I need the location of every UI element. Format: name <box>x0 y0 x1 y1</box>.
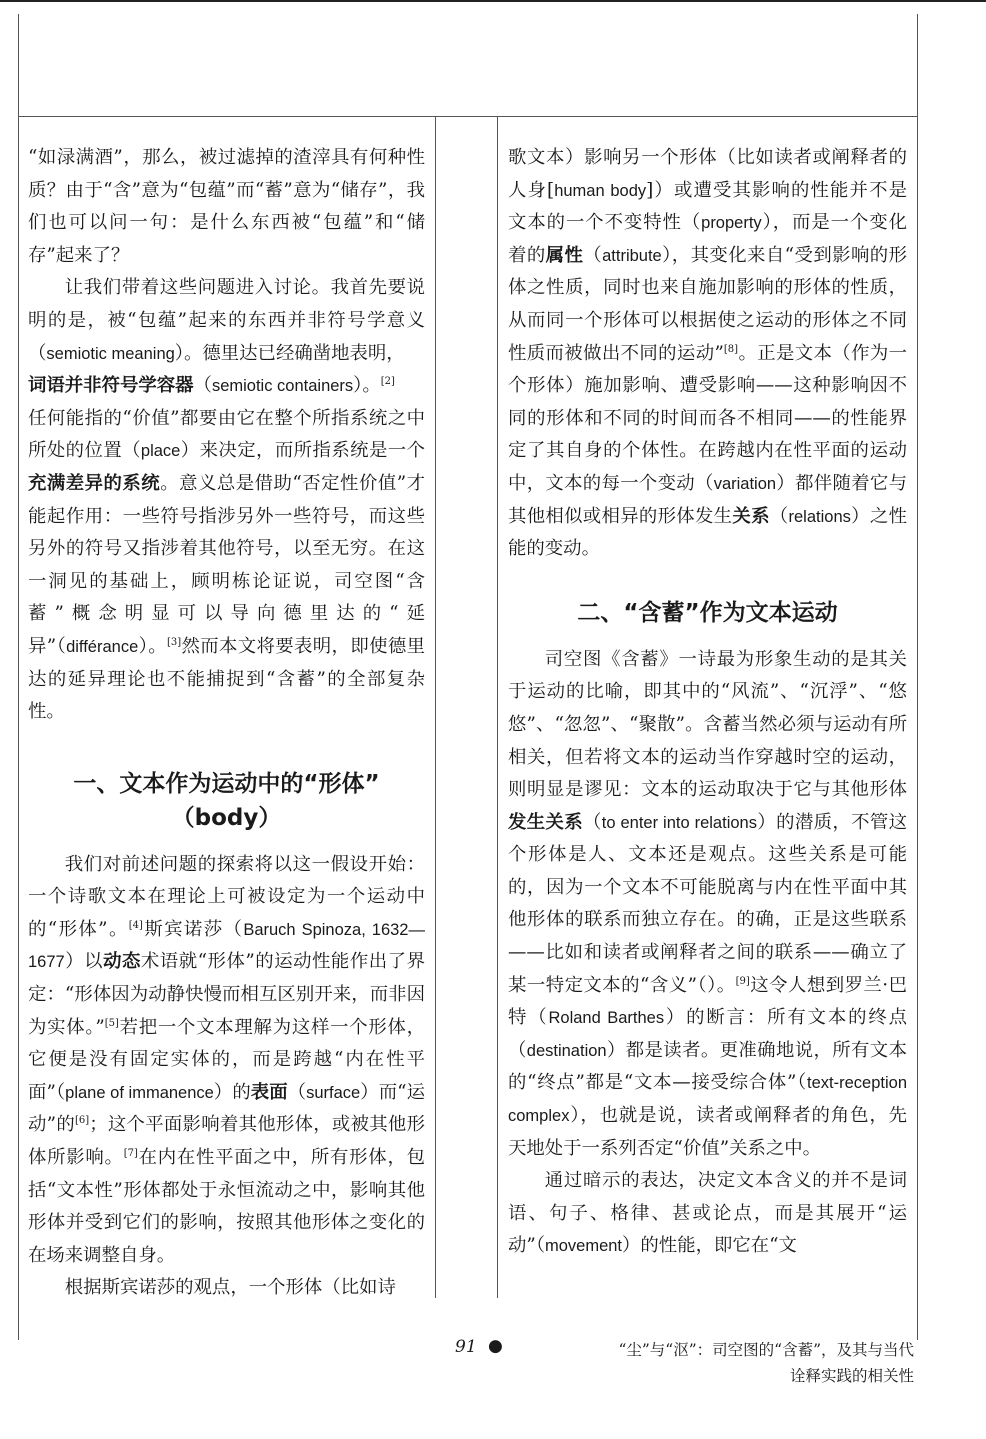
left-column <box>28 142 425 1305</box>
text: ）。 <box>353 375 381 397</box>
text: ）的 <box>213 1081 251 1103</box>
english-term: semiotic containers <box>211 377 354 396</box>
english-term: place <box>140 442 181 461</box>
text: 我们对前述问题的探索将以这一假设开始：一个诗歌文本在理论上可被设定为一个运动中的“形体”。 <box>28 853 425 940</box>
text: 这令人想到罗兰·巴特（ <box>508 974 907 1029</box>
text: （ <box>583 811 602 833</box>
text: ；这个平面影响着其他形体，或被其他形体所影响。 <box>28 1114 425 1169</box>
text: 任何能指的“价值”都要由它在整个所指系统之中所处的位置（ <box>28 407 425 462</box>
heading-line: （body） <box>171 804 282 831</box>
text: 。正是文本（作为一个形体）施加影响、遭受影响——这种影响因不同的形体和不同的时间而各不相同——的性能界定了其自身的个体性。在跨越内在性平面的运动中，文本的每一个变动（ <box>508 342 907 494</box>
text: ），也就是说，读者或阐释者的角色，先天地处于一系列否定“价值”关系之中。 <box>508 1105 907 1159</box>
text: 歌文本）影响另一个形体（比如读者或阐释者的人身[ <box>508 147 907 201</box>
bold-term: 关系 <box>732 505 770 527</box>
paragraph: 根据斯宾诺莎的观点，一个形体（比如诗 <box>64 1277 396 1299</box>
english-term: to enter into relations <box>601 813 757 832</box>
footnote-ref: [6] <box>75 1115 90 1127</box>
column-rule-right <box>497 116 498 1298</box>
text: 斯宾诺莎（ <box>142 918 244 940</box>
left-margin-rule <box>18 14 19 1340</box>
paragraph <box>28 849 425 1273</box>
paragraph: “如渌满酒”，那么，被过滤掉的渣滓具有何种性质？由于“含”意为“包蕴”而“蓄”意为“储存”，我们也可以问一句：是什么东西被“包蕴”和“储存”起来了？ <box>28 147 425 266</box>
english-term: surface <box>306 1083 361 1102</box>
text: ）的断言：所有文本的终点（ <box>508 1007 907 1061</box>
text: ）来决定，而所指系统是一个 <box>180 440 425 462</box>
footnote-ref: [5] <box>104 1017 119 1029</box>
english-term: destination <box>526 1041 607 1060</box>
paragraph <box>508 644 907 1166</box>
text: （ <box>193 375 212 397</box>
english-term: attribute <box>602 246 662 265</box>
footnote-ref: [8] <box>723 343 739 355</box>
english-term: relations <box>788 507 851 526</box>
top-border <box>0 0 986 2</box>
text: ）。 <box>707 974 736 996</box>
bold-term: 词语并非符号学容器 <box>28 375 194 397</box>
english-term: plane of immanence <box>65 1083 214 1102</box>
section-heading <box>28 767 425 835</box>
bold-term: 发生关系 <box>508 811 584 833</box>
page-number: 91 <box>455 1337 477 1357</box>
english-term: variation <box>713 474 777 493</box>
bold-term: 充满差异的系统 <box>28 472 161 494</box>
header-divider <box>18 116 918 117</box>
text: ），而是一个变化着的 <box>508 212 907 266</box>
text: 在内在性平面之中，所有形体，包括“文本性”形体都处于永恒流动之中，影响其他形体并受到它们的影响，按照其他形体之变化的在场来调整自身。 <box>28 1147 425 1266</box>
text: ）都伴随着它与其他相似或相异的形体发生 <box>508 472 907 527</box>
text: ]）或遭受其影响的性能并不是文本的一个不变特性（ <box>508 179 907 234</box>
text: ）的性能，即它在“文 <box>622 1235 797 1257</box>
heading-line: 一、文本作为运动中的“形体” <box>73 770 380 797</box>
text: 通过暗示的表达，决定文本含义的并不是词语、句子、格律、甚或论点，而是其展开“运动”（ <box>508 1170 907 1257</box>
english-term: différance <box>66 637 139 656</box>
bold-term: 表面 <box>250 1081 288 1103</box>
text: 。意义总是借助“否定性价值”才能起作用：一些符号指涉另外一些符号，而这些另外的符号又指涉着其他符号，以至无穷。在这一洞见的基础上，顾明栋论证说，司空图“含蓄”概念明显可以导向德里达的“延异”（ <box>28 472 425 657</box>
english-term: human body <box>554 181 647 200</box>
text: 若把一个文本理解为这样一个形体，它便是没有固定实体的，而是跨越“内在性平面”（ <box>28 1016 425 1103</box>
right-margin-rule <box>917 14 918 1340</box>
text: 让我们带着这些问题进入讨论。我首先要说明的是，被“包蕴”起来的东西并非符号学意义（ <box>28 277 425 364</box>
paragraph <box>508 142 907 566</box>
text: ）。 <box>138 635 167 657</box>
english-term: text-reception complex <box>508 1074 907 1126</box>
text: （ <box>583 244 603 266</box>
text: ）。德里达已经确凿地表明， <box>174 342 405 364</box>
text: ）的潜质，不管这个形体是人、文本还是观点。这些关系是可能的，因为一个文本不可能脱离与内在性平面中其他形体的联系而独立存在。的确，正是这些联系——比如和读者或阐释者之间的联系——确立了某一特定文本的“含义”（ <box>508 811 907 996</box>
english-term: Roland Barthes <box>548 1009 665 1028</box>
english-term: semiotic meaning <box>46 344 175 363</box>
text: 然而本文将要表明，即使德里达的延异理论也不能捕捉到“含蓄”的全部复杂性。 <box>28 635 425 723</box>
running-title <box>540 1337 914 1389</box>
footnote-ref: [3] <box>166 636 182 648</box>
running-title-line: “尘”与“沤”：司空图的“含蓄”，及其与当代 <box>618 1341 914 1359</box>
text: 术语就“形体”的运动性能作出了界定：“形体因为动静快慢而相互区别开来，而非因为实体。” <box>28 951 425 1038</box>
running-title-line: 诠释实践的相关性 <box>789 1367 914 1385</box>
text: ）都是读者。更准确地说，所有文本的“终点”都是“文本—接受综合体”（ <box>508 1039 907 1094</box>
footnote-ref: [2] <box>380 376 395 388</box>
text: （ <box>769 505 789 527</box>
bullet-icon: ● <box>488 1336 503 1356</box>
paragraph <box>28 272 425 728</box>
text: ）而“运动”的 <box>28 1081 425 1136</box>
english-term: property <box>701 214 762 233</box>
bold-term: 动态 <box>103 951 141 973</box>
footnote-ref: [4] <box>128 919 143 931</box>
english-term: Baruch Spinoza, 1632—1677 <box>28 920 425 972</box>
section-heading: 二、“含蓄”作为文本运动 <box>577 599 838 626</box>
english-term: movement <box>544 1237 623 1256</box>
text: （ <box>287 1081 307 1103</box>
text: 司空图《含蓄》一诗最为形象生动的是其关于运动的比喻，即其中的“风流”、“沉浮”、“悠悠”、“忽忽”、“聚散”。含蓄当然必须与运动有所相关，但若将文本的运动当作穿越时空的运动，则明显是谬见：文本的运动取决于它与其他形体 <box>508 648 907 801</box>
column-rule-left <box>435 116 436 1298</box>
footnote-ref: [9] <box>735 975 750 987</box>
text: ）之性能的变动。 <box>508 505 907 560</box>
paragraph <box>508 1165 907 1263</box>
footnote-ref: [7] <box>123 1147 138 1159</box>
bold-term: 属性 <box>545 244 584 266</box>
right-column <box>508 142 907 1263</box>
text: ）以 <box>64 951 104 973</box>
text: ），其变化来自“受到影响的形体之性质，同时也来自施加影响的形体的性质，从而同一个形体可以根据使之运动的形体之不同性质而被做出不同的运动” <box>508 244 907 364</box>
